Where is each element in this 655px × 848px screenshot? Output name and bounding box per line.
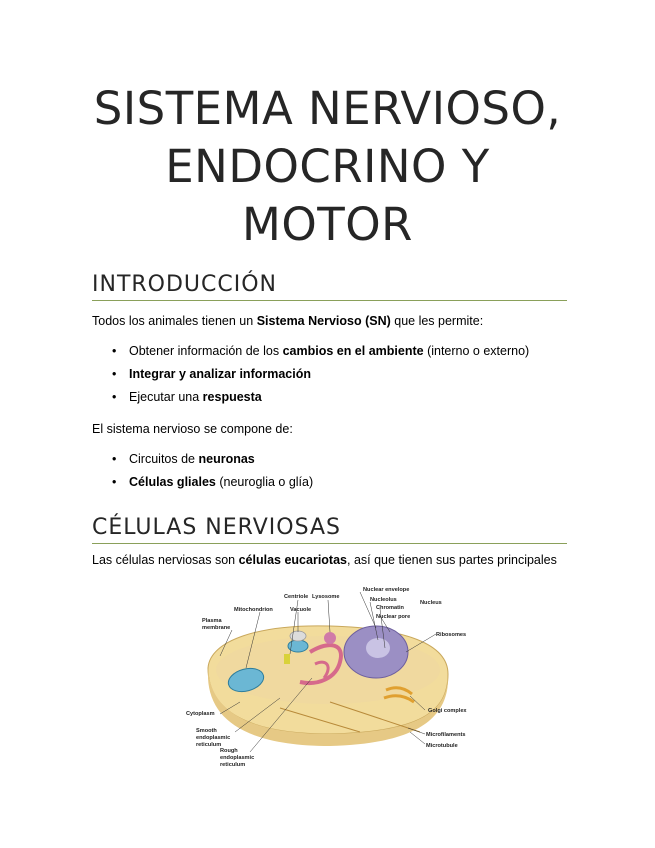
label-rough-reticulum: reticulum: [220, 762, 246, 768]
label-centriole: Centriole: [284, 594, 309, 600]
centriole-shape: [284, 654, 290, 664]
label-plasma: Plasma: [202, 618, 222, 624]
label-reticulum: reticulum: [196, 742, 222, 748]
label-chromatin: Chromatin: [376, 605, 404, 611]
label-nucleolus: Nucleolus: [370, 597, 397, 603]
bullet-icon: •: [112, 452, 117, 466]
section-heading-introduccion: INTRODUCCIÓN: [92, 272, 567, 301]
label-membrane: membrane: [202, 625, 231, 631]
title-line-1: SISTEMA NERVIOSO,: [93, 82, 562, 135]
label-nuclear-pore: Nuclear pore: [376, 614, 411, 620]
document-title: [60, 80, 595, 254]
label-rough: Rough: [220, 748, 238, 754]
label-endoplasmic: endoplasmic: [196, 735, 231, 741]
nucleolus-shape: [366, 638, 390, 658]
label-rough-endoplasmic: endoplasmic: [220, 755, 255, 761]
bullet-icon: •: [112, 475, 117, 489]
lysosome-shape: [324, 632, 336, 644]
document-page: SISTEMA NERVIOSO, ENDOCRINO Y MOTOR INTRODUCCIÓN Todos los animales tienen un Sistema Nervioso (SN) que les permite: • Obtener información de los cambios en el ambiente (interno o externo) • Integrar y analizar información • Ejecutar una respuesta El sistema nervioso se compone de: • Circuitos de neuronas • Células gliales (neuroglia o glía) CÉLULAS NERVIOSAS Las células nerviosas son células eucariotas, así que tienen sus partes principales Nuclear envelope Nucleolus Chromatin Nuclear pore Nucleus Centriole Lysosome Mitochondrion Vacuole Plasma membrane Ribosomes Cytoplasm Golgi complex Smooth endoplasmic reticulum Microfilaments Microtubule Rough endoplasmic reticulum: [0, 0, 655, 848]
label-nuclear-envelope: Nuclear envelope: [363, 587, 410, 593]
title-line-2: ENDOCRINO Y: [165, 140, 490, 193]
intro-paragraph-1: Todos los animales tienen un Sistema Nervioso (SN) que les permite:: [92, 314, 484, 328]
label-golgi-complex: Golgi complex: [428, 708, 467, 714]
label-ribosomes: Ribosomes: [436, 632, 467, 638]
section-heading-celulas-nerviosas: CÉLULAS NERVIOSAS: [92, 515, 567, 544]
label-smooth: Smooth: [196, 728, 217, 734]
label-mitochondrion: Mitochondrion: [234, 607, 273, 613]
label-microfilaments: Microfilaments: [426, 732, 466, 738]
label-lysosome: Lysosome: [312, 594, 340, 600]
animal-cell-diagram: [180, 582, 480, 772]
bullet-icon: •: [112, 390, 117, 404]
cells-paragraph: Las células nerviosas son células eucariotas, así que tienen sus partes principales: [92, 553, 557, 567]
bullet-icon: •: [112, 367, 117, 381]
label-cytoplasm: Cytoplasm: [186, 711, 215, 717]
title-line-3: MOTOR: [242, 198, 413, 251]
label-nucleus: Nucleus: [420, 600, 442, 606]
intro-paragraph-2: El sistema nervioso se compone de:: [92, 422, 293, 436]
bullet-icon: •: [112, 344, 117, 358]
label-microtubule: Microtubule: [426, 743, 458, 749]
label-vacuole: Vacuole: [290, 607, 312, 613]
